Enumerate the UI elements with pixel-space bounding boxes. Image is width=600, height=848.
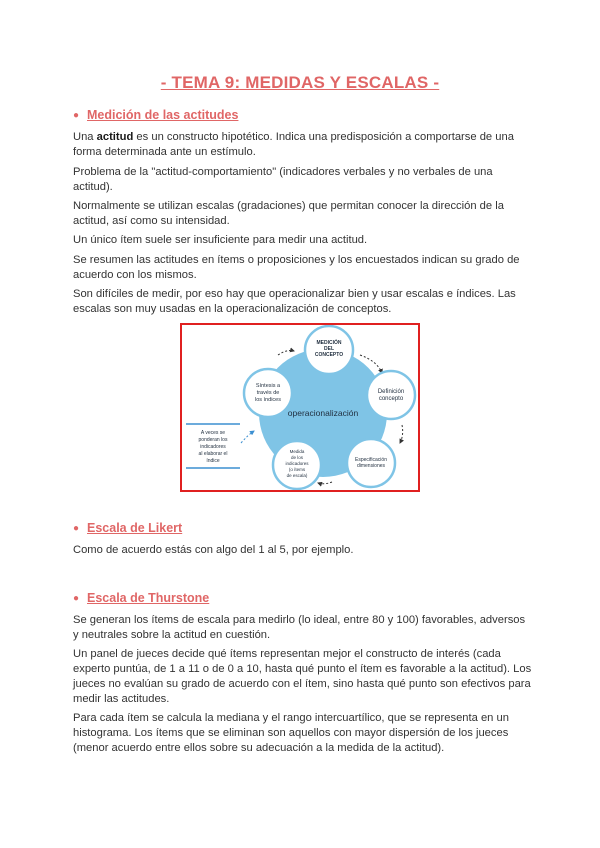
page-title: - TEMA 9: MEDIDAS Y ESCALAS - [160, 73, 440, 92]
svg-text:indicadores: indicadores [285, 461, 309, 466]
operationalization-diagram [180, 323, 420, 492]
paragraph: Son difíciles de medir, por eso hay que operacionalizar bien y usar escalas e índices. Las escalas son muy usadas en la operacionalización de conceptos. [73, 288, 516, 315]
svg-text:(o ítems: (o ítems [288, 467, 306, 472]
section-heading-thurstone [73, 591, 209, 605]
svg-text:CONCEPTO: CONCEPTO [314, 352, 344, 358]
svg-text:Especificación: Especificación [355, 457, 387, 463]
paragraph: Se resumen las actitudes en ítems o proposiciones y los encuestados indican su grado de acuerdo con los mismos. [73, 254, 520, 281]
svg-text:concepto: concepto [378, 396, 404, 402]
svg-text:A veces se: A veces se [200, 430, 226, 436]
diagram-svg [182, 325, 418, 490]
node-sintesis [244, 369, 292, 417]
arrow-connector [400, 425, 403, 443]
bullet-icon: ● [73, 523, 80, 534]
svg-text:al elaborar el: al elaborar el [198, 451, 228, 457]
svg-text:Definición: Definición [377, 389, 405, 395]
bullet-icon: ● [73, 110, 80, 121]
svg-text:de los: de los [290, 455, 304, 460]
section-heading-text: Escala de Likert [87, 521, 183, 535]
paragraph: Problema de la "actitud-comportamiento" (indicadores verbales y no verbales de una actitud). [73, 166, 493, 193]
svg-text:índice: índice [206, 458, 220, 464]
section-heading-likert [73, 521, 182, 535]
paragraph-actitud: Una actitud es un constructo hipotético. Indica una predisposición a comportarse de una forma determinada ante un estímulo. [73, 131, 514, 158]
bullet-icon: ● [73, 593, 80, 604]
arrow-connector [278, 351, 294, 356]
paragraph: Para cada ítem se calcula la mediana y el rango intercuartílico, que se representa en un histograma. Los ítems que se eliminan son aquellos con mayor dispersión de los jueces (menor acuerdo entre ellos sobre su adecuación a la medida de la actitud). [73, 712, 509, 754]
center-label: operacionalización [287, 408, 359, 418]
section-heading-text: Escala de Thurstone [87, 591, 210, 605]
node-especificacion [347, 439, 395, 487]
node-medicion [305, 326, 353, 374]
node-medida [273, 441, 321, 489]
svg-text:los índices: los índices [255, 397, 281, 403]
side-note [186, 424, 254, 468]
paragraph: Un único ítem suele ser insuficiente para medir una actitud. [73, 234, 368, 246]
svg-text:indicadores: indicadores [200, 444, 226, 450]
paragraph: Normalmente se utilizan escalas (gradaciones) que permitan conocer la dirección de la actitud, así como su intensidad. [73, 200, 504, 227]
arrow-connector [318, 482, 332, 484]
section-heading-medicion [73, 108, 238, 122]
svg-text:MEDICIÓN: MEDICIÓN [316, 340, 342, 346]
svg-text:DEL: DEL [324, 346, 334, 352]
note-arrow [241, 431, 254, 443]
svg-text:ponderan los: ponderan los [198, 437, 228, 443]
svg-text:dimensiones: dimensiones [356, 463, 386, 469]
node-definicion [367, 371, 415, 419]
paragraph: Se generan los ítems de escala para medirlo (lo ideal, entre 80 y 100) favorables, adversos y neutrales sobre la actitud en cuestión. [73, 614, 526, 641]
svg-text:través de: través de [256, 390, 280, 396]
svg-text:Medida: Medida [289, 449, 305, 454]
bold-term: actitud [96, 131, 134, 143]
svg-text:Síntesis a: Síntesis a [255, 383, 281, 389]
svg-text:de escala): de escala) [286, 473, 308, 478]
paragraph: Un panel de jueces decide qué ítems representan mejor el constructo de interés (cada experto puntúa, de 1 a 11 o de 0 a 10, hasta qué punto el ítem es favorable a la actitud). Los jueces no evalúan su grado de acuerdo con el ítem, sino hasta qué punto son efectivos para medir las actitudes. [73, 648, 532, 705]
paragraph: Como de acuerdo estás con algo del 1 al 5, por ejemplo. [73, 544, 354, 556]
section-heading-text: Medición de las actitudes [87, 108, 239, 122]
